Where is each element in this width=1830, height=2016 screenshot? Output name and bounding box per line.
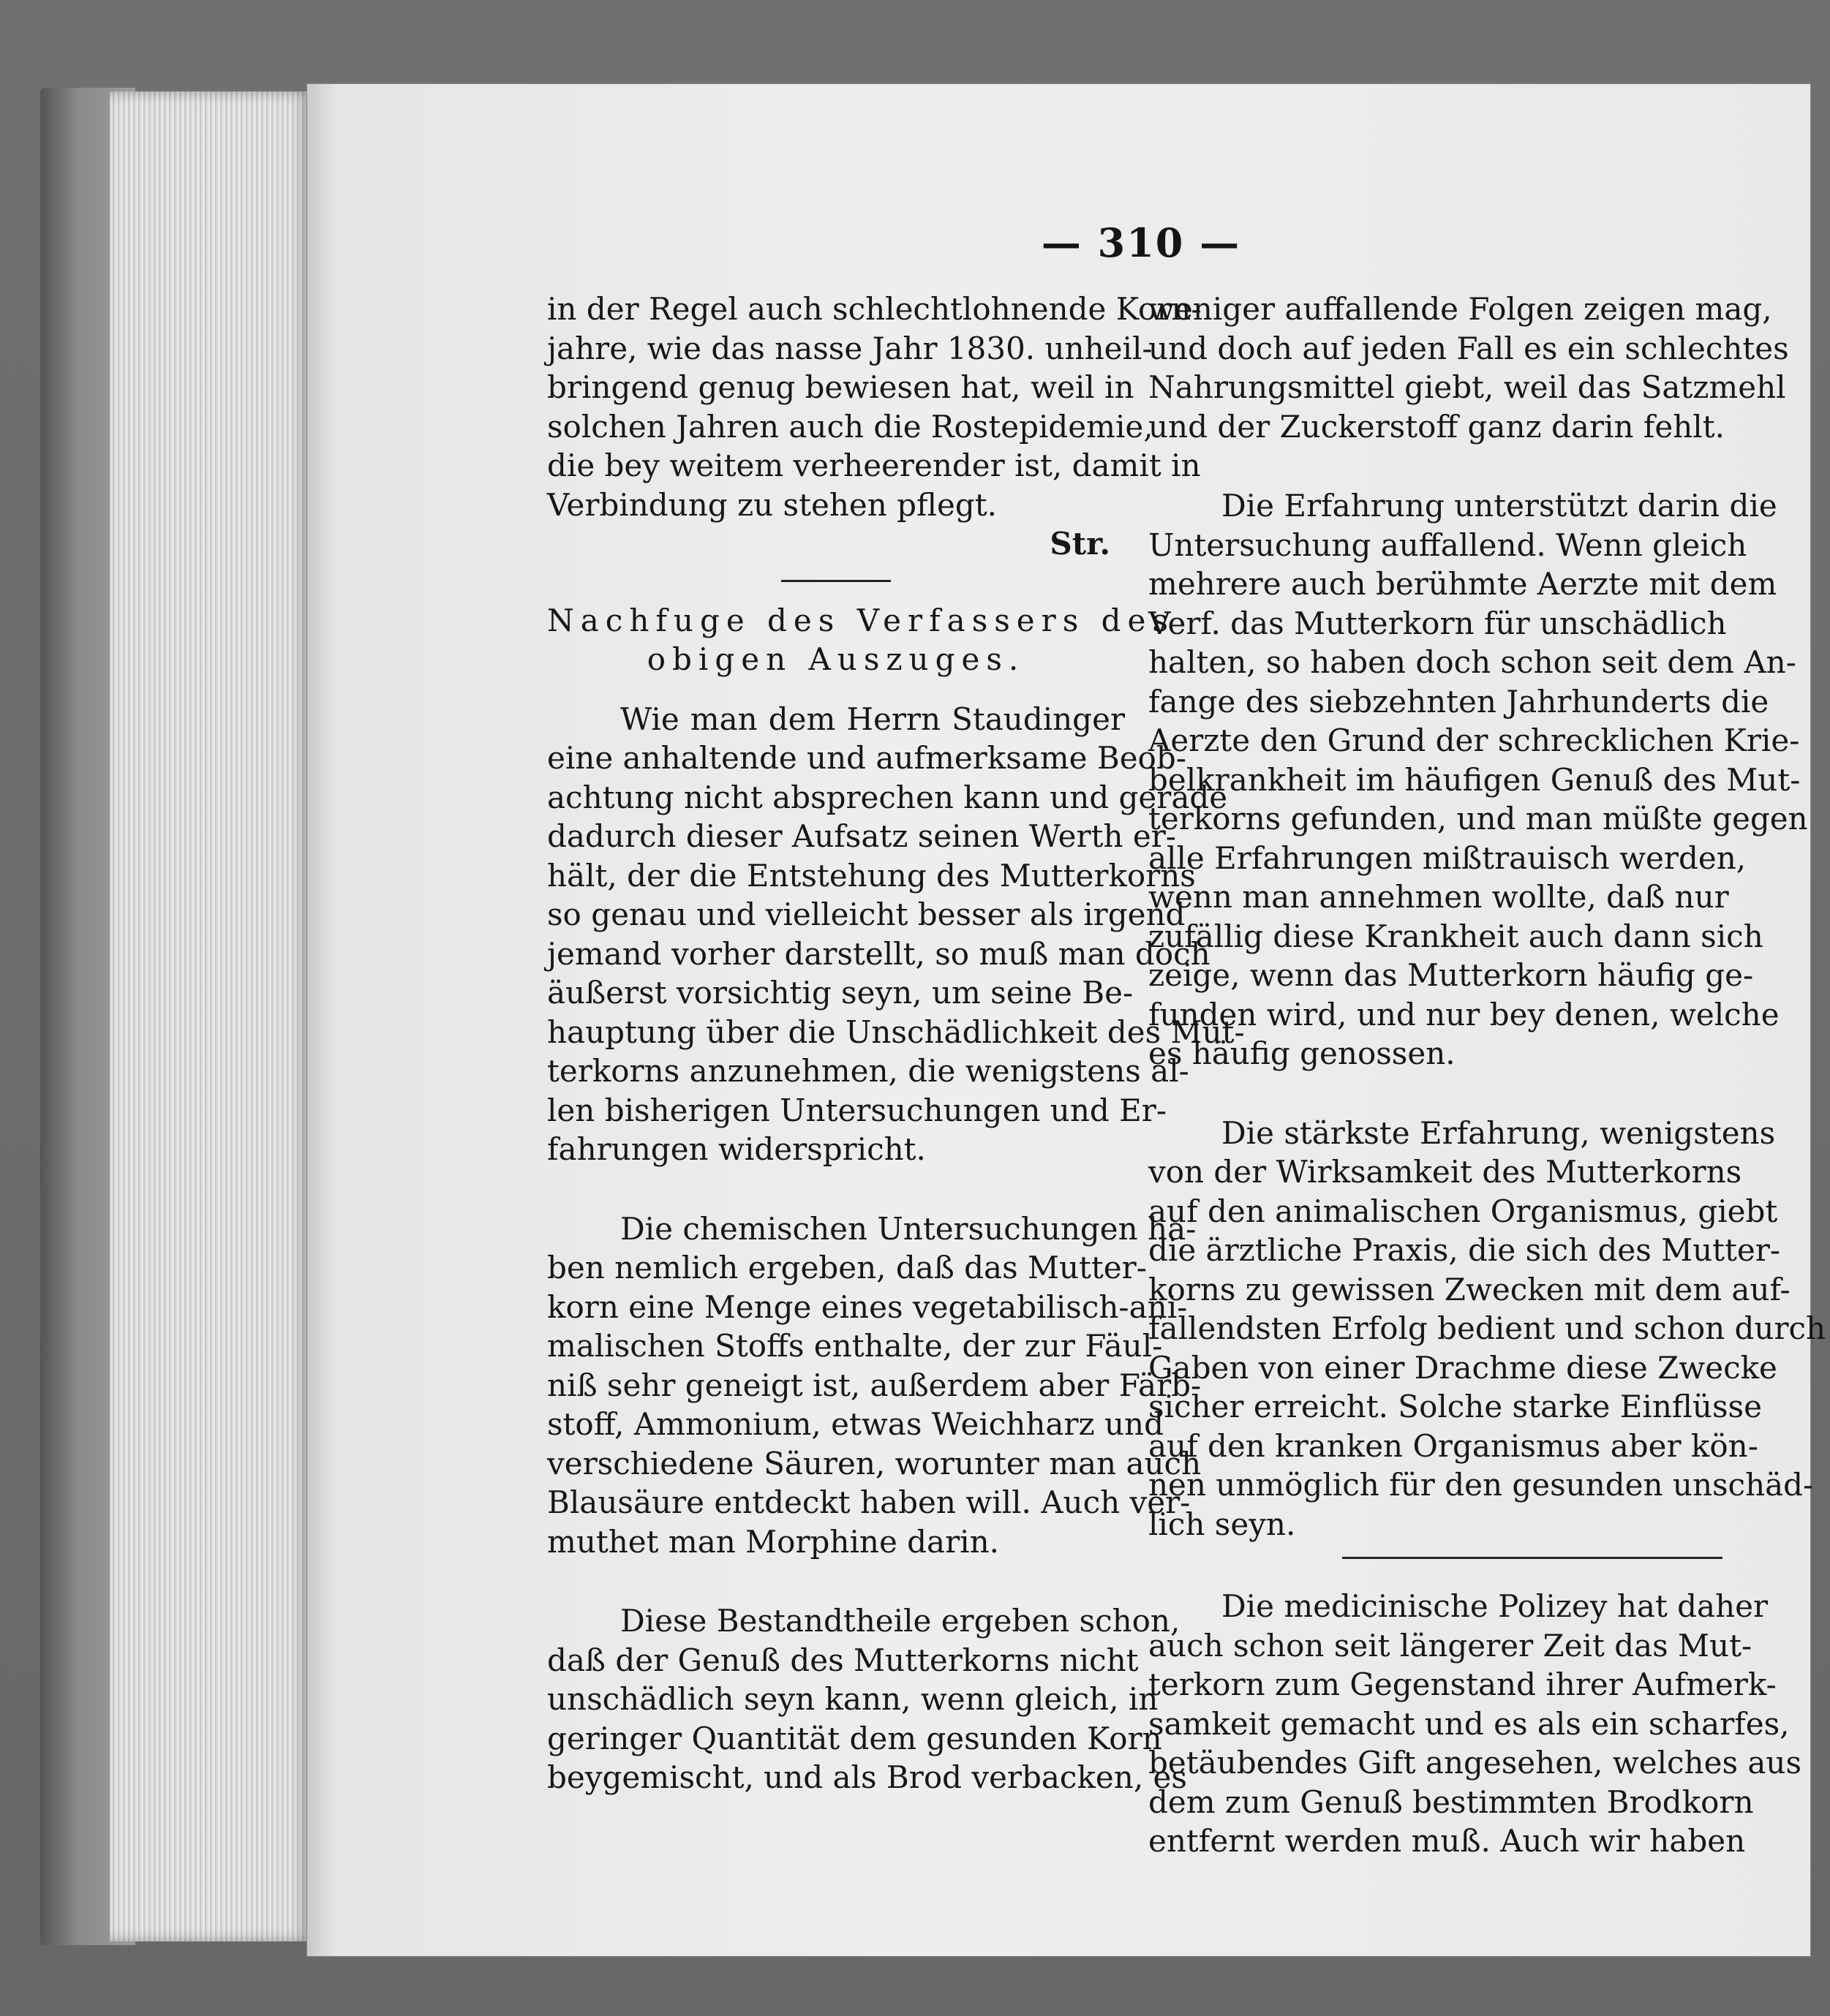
text-line: Verf. das Mutterkorn für unschädlich [1148,605,1727,641]
text-line: Die chemischen Untersuchungen ha- [620,1210,1197,1247]
text-line: jemand vorher darstellt, so muß man doch [547,935,1210,972]
text-line: funden wird, und nur bey denen, welche [1148,996,1780,1032]
text-line: beygemischt, und als Brod verbacken, es [547,1759,1187,1795]
text-line: und der Zuckerstoff ganz darin fehlt. [1148,408,1725,445]
right-paragraph-4 [1148,1587,1802,1861]
text-line: jahre, wie das nasse Jahr 1830. unheil- [547,330,1153,366]
text-line: hauptung über die Unschädlichkeit des Mut- [547,1013,1245,1050]
text-line: fange des siebzehnten Jahrhunderts die [1148,683,1769,720]
text-line: von der Wirksamkeit des Mutterkorns [1148,1154,1742,1190]
page-stack-edge [110,91,311,1941]
text-line: Die Erfahrung unterstützt darin die [1221,488,1777,524]
text-line: unschädlich seyn kann, wenn gleich, in [547,1681,1159,1717]
text-line: Blausäure entdeckt haben will. Auch ver- [547,1484,1191,1520]
text-line: alle Erfahrungen mißtrauisch werden, [1148,839,1747,876]
text-line: wenn man annehmen wollte, daß nur [1148,879,1729,915]
text-line: solchen Jahren auch die Rostepidemie, [547,408,1153,445]
text-line: auch schon seit längerer Zeit das Mut- [1148,1627,1752,1664]
text-line: hält, der die Entstehung des Mutterkorns [547,857,1196,894]
text-line: samkeit gemacht und es als ein scharfes, [1148,1705,1790,1742]
text-line: eine anhaltende und aufmerksame Beob- [547,740,1186,776]
text-line: Diese Bestandtheile ergeben schon, [620,1603,1181,1639]
text-line: daß der Genuß des Mutterkorns nicht [547,1642,1139,1678]
text-line: fahrungen widerspricht. [547,1131,926,1167]
text-line: terkorns gefunden, und man müßte gegen [1148,801,1808,837]
text-line: entfernt werden muß. Auch wir haben [1148,1823,1746,1859]
text-line: verschiedene Säuren, worunter man auch [547,1445,1202,1481]
text-line: Die stärkste Erfahrung, wenigstens [1221,1114,1776,1151]
right-paragraph-3 [1148,1114,1826,1544]
section-heading [547,601,1175,679]
text-line: nen unmöglich für den gesunden unschäd- [1148,1467,1814,1503]
text-line: zeige, wenn das Mutterkorn häufig ge- [1148,957,1754,993]
text-line: so genau und vielleicht besser als irgend [547,896,1186,932]
section-heading-line: obigen Auszuges. [647,641,1025,677]
text-line: Die medicinische Polizey hat daher [1221,1588,1769,1624]
text-line: Aerzte den Grund der schrecklichen Krie- [1148,722,1800,758]
text-line: terkorns anzunehmen, die wenigstens al- [547,1053,1189,1089]
text-line: die bey weitem verheerender ist, damit in [547,448,1201,483]
text-line: korn eine Menge eines vegetabilisch-ani- [547,1288,1188,1325]
text-line: dadurch dieser Aufsatz seinen Werth er- [547,818,1176,854]
left-paragraph-1 [547,290,1202,524]
text-line: mehrere auch berühmte Aerzte mit dem [1148,566,1777,602]
left-paragraph-2 [547,700,1245,1169]
text-line: weniger auffallende Folgen zeigen mag, [1148,291,1772,327]
text-line: betäubendes Gift angesehen, welches aus [1148,1745,1802,1781]
right-paragraph-1 [1148,290,1789,446]
section-divider [1342,1557,1722,1559]
text-line: len bisherigen Untersuchungen und Er- [547,1092,1167,1128]
text-line: die ärztliche Praxis, die sich des Mutter- [1148,1232,1781,1268]
right-paragraph-2 [1148,486,1808,1073]
section-divider [781,580,891,582]
text-line: niß sehr geneigt ist, außerdem aber Färb- [547,1367,1202,1403]
text-line: belkrankheit im häufigen Genuß des Mut- [1148,761,1801,798]
text-line: zufällig diese Krankheit auch dann sich [1148,918,1763,954]
text-line: Verbindung zu stehen pflegt. [547,486,997,523]
text-line: malischen Stoffs enthalte, der zur Fäul- [547,1328,1163,1364]
text-line: geringer Quantität dem gesunden Korn [547,1720,1162,1756]
left-paragraph-3 [547,1209,1202,1562]
text-line: terkorn zum Gegenstand ihrer Aufmerk- [1148,1666,1777,1702]
right-column [1148,290,1826,1861]
text-line: bringend genug bewiesen hat, weil in [547,369,1134,405]
text-line: dem zum Genuß bestimmten Brodkorn [1148,1783,1754,1820]
text-line: und doch auf jeden Fall es ein schlechtes [1148,330,1789,366]
text-line: halten, so haben doch schon seit dem An- [1148,644,1796,680]
author-signature: Str. [1050,526,1110,562]
text-line: auf den animalischen Organismus, giebt [1148,1193,1778,1229]
page-number: — 310 — [1041,219,1241,266]
text-line: ben nemlich ergeben, daß das Mutter- [547,1250,1147,1286]
text-line: stoff, Ammonium, etwas Weichharz und [547,1406,1164,1442]
text-line: muthet man Morphine darin. [547,1523,999,1560]
text-line: sicher erreicht. Solche starke Einflüsse [1148,1389,1762,1424]
text-line: auf den kranken Organismus aber kön- [1148,1427,1758,1464]
text-line: korns zu gewissen Zwecken mit dem auf- [1148,1271,1791,1307]
left-column [547,290,1245,1797]
text-line: Gaben von einer Drachme diese Zwecke [1148,1349,1777,1386]
text-line: Untersuchung auffallend. Wenn gleich [1148,526,1747,563]
text-line: Nahrungsmittel giebt, weil das Satzmehl [1148,369,1786,405]
text-line: es häufig genossen. [1148,1035,1456,1071]
text-line: fallendsten Erfolg bedient und schon durch [1148,1310,1826,1346]
text-line: lich seyn. [1148,1506,1296,1542]
text-line: achtung nicht absprechen kann und gerade [547,779,1228,815]
text-line: äußerst vorsichtig seyn, um seine Be- [547,975,1134,1011]
text-line: in der Regel auch schlechtlohnende Korn- [547,291,1202,327]
left-paragraph-4 [547,1601,1187,1797]
section-heading-line: Nachfuge des Verfassers des [547,602,1175,638]
text-line: Wie man dem Herrn Staudinger [620,701,1125,737]
